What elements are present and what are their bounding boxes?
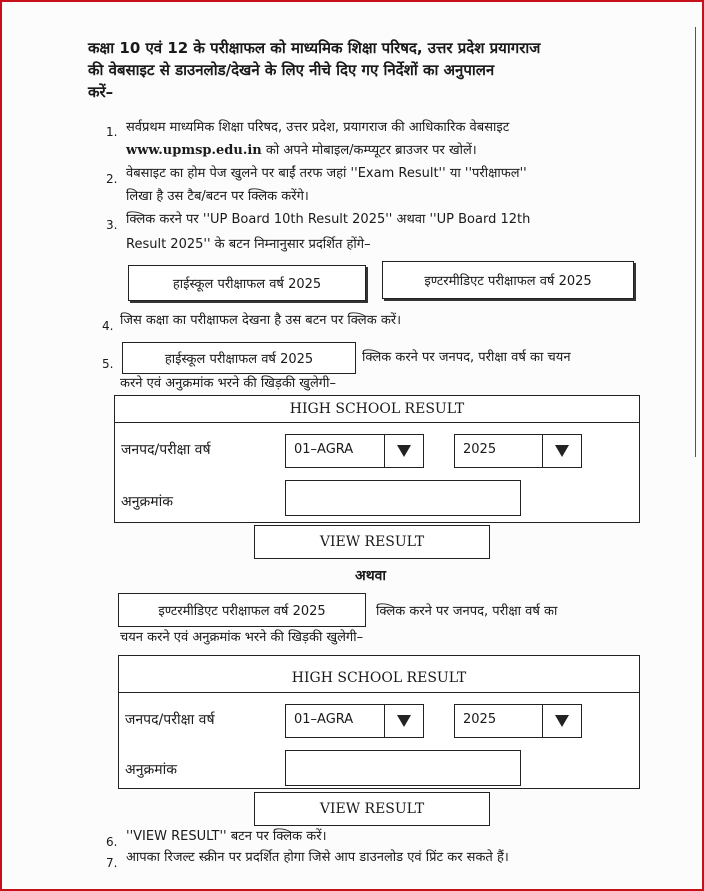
- view-result-button[interactable]: VIEW RESULT: [254, 792, 490, 826]
- step-5-number: 5.: [102, 357, 114, 371]
- or-text: अथवा: [355, 568, 387, 584]
- district-select[interactable]: [285, 704, 424, 738]
- roll-number-label: अनुक्रमांक: [125, 762, 177, 778]
- intermediate-result-form: [118, 655, 640, 789]
- district-select-value: 01–AGRA: [294, 712, 354, 727]
- step-4-text: जिस कक्षा का परीक्षाफल देखना है उस बटन पर क्लिक करें।: [120, 313, 402, 328]
- year-select[interactable]: [454, 704, 582, 738]
- step-3-line-1: क्लिक करने पर ''UP Board 10th Result 2025'' अथवा ''UP Board 12th: [126, 212, 531, 227]
- inter-section-line-1: क्लिक करने पर जनपद, परीक्षा वर्ष का: [376, 604, 558, 619]
- step-6-text: ''VIEW RESULT'' बटन पर क्लिक करें।: [126, 829, 327, 844]
- inter-section-line-2: चयन करने एवं अनुक्रमांक भरने की खिड़की खुलेगी–: [120, 630, 364, 645]
- intro-line-2: की वेबसाइट से डाउनलोड/देखने के लिए नीचे दिए गए निर्देशों का अनुपालन: [88, 61, 495, 79]
- step-5-line-2: करने एवं अनुक्रमांक भरने की खिड़की खुलेगी–: [120, 376, 336, 391]
- step-1-line-1: सर्वप्रथम माध्यमिक शिक्षा परिषद, उत्तर प्रदेश, प्रयागराज की आधिकारिक वेबसाइट: [126, 120, 510, 135]
- step-1-line-2: [126, 139, 477, 163]
- step-7-text: आपका रिजल्ट स्क्रीन पर प्रदर्शित होगा जिसे आप डाउनलोड एवं प्रिंट कर सकते हैं।: [126, 850, 509, 865]
- dropdown-arrow-icon[interactable]: [542, 435, 581, 467]
- step-2-line-2: लिखा है उस टैब/बटन पर क्लिक करेंगे।: [126, 189, 309, 204]
- step-2-number: 2.: [106, 172, 118, 186]
- step-2-line-1: वेबसाइट का होम पेज खुलने पर बाईं तरफ जहां ''Exam Result'' या ''परीक्षाफल'': [126, 166, 527, 181]
- roll-number-input[interactable]: [285, 480, 521, 516]
- step-3-number: 3.: [106, 218, 118, 232]
- highschool-inline-button[interactable]: हाईस्कूल परीक्षाफल वर्ष 2025: [122, 342, 356, 374]
- page-edge-line: [695, 27, 696, 457]
- year-select-value: 2025: [463, 712, 497, 727]
- dropdown-arrow-icon[interactable]: [384, 705, 423, 737]
- step-5-line-1: क्लिक करने पर जनपद, परीक्षा वर्ष का चयन: [362, 350, 571, 365]
- district-year-label: जनपद/परीक्षा वर्ष: [125, 712, 215, 728]
- dropdown-arrow-icon[interactable]: [542, 705, 581, 737]
- step-1-line-2-rest: को अपने मोबाइल/कम्प्यूटर ब्राउजर पर खोलें।: [265, 143, 477, 158]
- roll-number-input[interactable]: [285, 750, 521, 786]
- step-6-number: 6.: [106, 835, 118, 849]
- form-title: HIGH SCHOOL RESULT: [119, 664, 639, 693]
- step-4-number: 4.: [102, 319, 114, 333]
- district-year-label: जनपद/परीक्षा वर्ष: [121, 442, 211, 458]
- year-select[interactable]: [454, 434, 582, 468]
- form-title: HIGH SCHOOL RESULT: [115, 396, 639, 423]
- intro-line-1: कक्षा 10 एवं 12 के परीक्षाफल को माध्यमिक शिक्षा परिषद, उत्तर प्रदेश प्रयागराज: [88, 39, 541, 57]
- highschool-result-button[interactable]: हाईस्कूल परीक्षाफल वर्ष 2025: [128, 265, 366, 301]
- step-1-number: 1.: [106, 125, 118, 139]
- step-3-line-2: Result 2025'' के बटन निम्नानुसार प्रदर्शित होंगे–: [126, 237, 371, 252]
- highschool-result-form: [114, 395, 640, 523]
- view-result-button[interactable]: VIEW RESULT: [254, 525, 490, 559]
- step-7-number: 7.: [106, 856, 118, 870]
- intermediate-inline-button[interactable]: इण्टरमीडिएट परीक्षाफल वर्ष 2025: [118, 593, 366, 627]
- website-link[interactable]: www.upmsp.edu.in: [126, 143, 262, 158]
- district-select-value: 01–AGRA: [294, 442, 354, 457]
- dropdown-arrow-icon[interactable]: [384, 435, 423, 467]
- year-select-value: 2025: [463, 442, 497, 457]
- roll-number-label: अनुक्रमांक: [121, 494, 173, 510]
- intermediate-result-button[interactable]: इण्टरमीडिएट परीक्षाफल वर्ष 2025: [382, 261, 634, 299]
- intro-line-3: करें–: [88, 83, 114, 101]
- district-select[interactable]: [285, 434, 424, 468]
